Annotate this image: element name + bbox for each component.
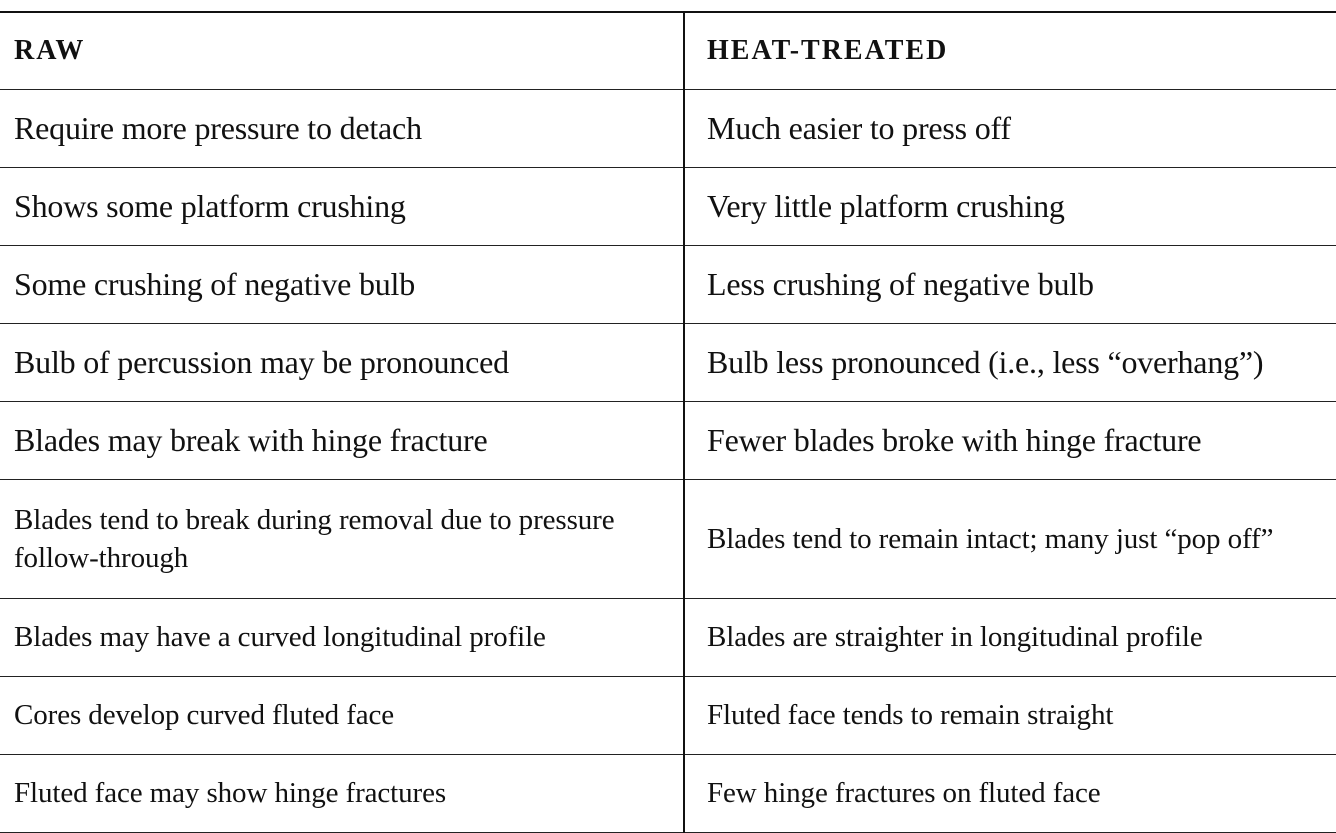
cell-heat-treated: Very little platform crushing [684, 168, 1336, 246]
table-row [0, 246, 1336, 324]
cell-heat-treated: Less crushing of negative bulb [684, 246, 1336, 324]
column-header-raw: RAW [0, 12, 684, 90]
cell-raw: Require more pressure to detach [0, 90, 684, 168]
cell-heat-treated: Blades tend to remain intact; many just “pop off” [684, 480, 1336, 599]
table-row [0, 324, 1336, 402]
header-row [0, 12, 1336, 90]
comparison-table [0, 11, 1336, 833]
cell-heat-treated: Blades are straighter in longitudinal profile [684, 599, 1336, 677]
cell-heat-treated: Few hinge fractures on fluted face [684, 755, 1336, 833]
cell-raw: Fluted face may show hinge fractures [0, 755, 684, 833]
cell-raw: Shows some platform crushing [0, 168, 684, 246]
column-header-heat-treated: HEAT-TREATED [684, 12, 1336, 90]
cell-heat-treated: Fewer blades broke with hinge fracture [684, 402, 1336, 480]
cell-raw: Blades may have a curved longitudinal profile [0, 599, 684, 677]
table-row [0, 168, 1336, 246]
cell-heat-treated: Bulb less pronounced (i.e., less “overhang”) [684, 324, 1336, 402]
table-row [0, 677, 1336, 755]
cell-raw: Some crushing of negative bulb [0, 246, 684, 324]
table-row [0, 599, 1336, 677]
table-row [0, 755, 1336, 833]
table-row [0, 480, 1336, 599]
table-row [0, 90, 1336, 168]
cell-raw: Blades tend to break during removal due to pressure follow-through [0, 480, 684, 599]
cell-heat-treated: Fluted face tends to remain straight [684, 677, 1336, 755]
cell-heat-treated: Much easier to press off [684, 90, 1336, 168]
cell-raw: Blades may break with hinge fracture [0, 402, 684, 480]
cell-raw: Bulb of percussion may be pronounced [0, 324, 684, 402]
table-row [0, 402, 1336, 480]
cell-raw: Cores develop curved fluted face [0, 677, 684, 755]
